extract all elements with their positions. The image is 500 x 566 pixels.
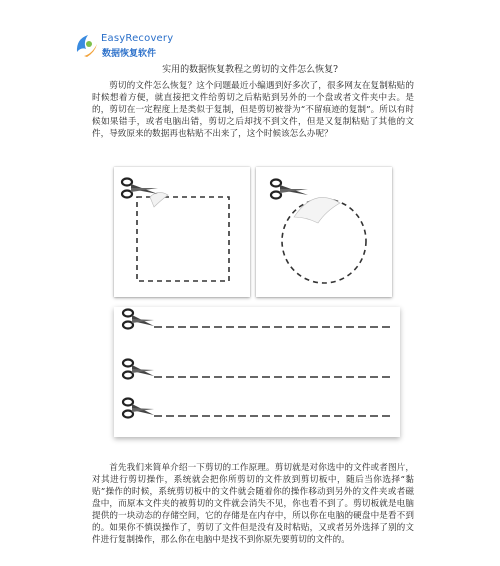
cut-illustration — [114, 167, 400, 445]
scissors-icon — [271, 180, 308, 199]
paragraph-intro: 剪切的文件怎么恢复？这个问题最近小编遇到好多次了，很多网友在复制粘贴的时候想着方便，就直接把文件给剪切之后粘贴到另外的一个盘或者文件夹中去。是的，剪切在一定程度上是类似于复制，但是剪切被誉为“不留痕迹的复制”。所以有时候如果错手，或者电脑出错，剪切之后却找不到文件，但是又复制粘贴了其他的文件，导致原来的数据再也粘贴不出来了，这个时候该怎么办呢？ — [92, 81, 414, 139]
line-cut-card — [114, 307, 400, 437]
scissors-icon — [123, 399, 154, 418]
logo-mark-icon — [74, 30, 100, 60]
scissors-icon — [123, 360, 154, 379]
circle-cut-card — [256, 167, 392, 297]
paragraph-explanation: 首先我们来简单介绍一下剪切的工作原理。剪切就是对你选中的文件或者图片，对其进行剪切操作，系统就会把你所剪切的文件放到剪切板中，随后当你选择“黏贴”操作的时候，系统剪切板中的文件就会随着你的操作移动到另外的文件夹或者磁盘中，而原本文件夹的被剪切的文件就会消失不见，你也看不到了。剪切板就是电脑提供的一块动态的存储空间，它的存储是在内存中，所以你在电脑的硬盘中是看不到的。如果你不慎误操作了，剪切了文件但是没有及时粘贴，又或者另外选择了别的文件进行复制操作，那么你在电脑中是找不到你原先要剪切的文件的。 — [92, 463, 414, 545]
scissors-icon — [123, 310, 154, 329]
brand-subtitle: 数据恢复软件 — [102, 49, 157, 59]
logo — [74, 30, 234, 64]
article-title: 实用的数据恢复教程之剪切的文件怎么恢复? — [162, 65, 338, 75]
brand-name: EasyRecovery — [101, 33, 174, 44]
square-cut-card — [114, 167, 250, 297]
